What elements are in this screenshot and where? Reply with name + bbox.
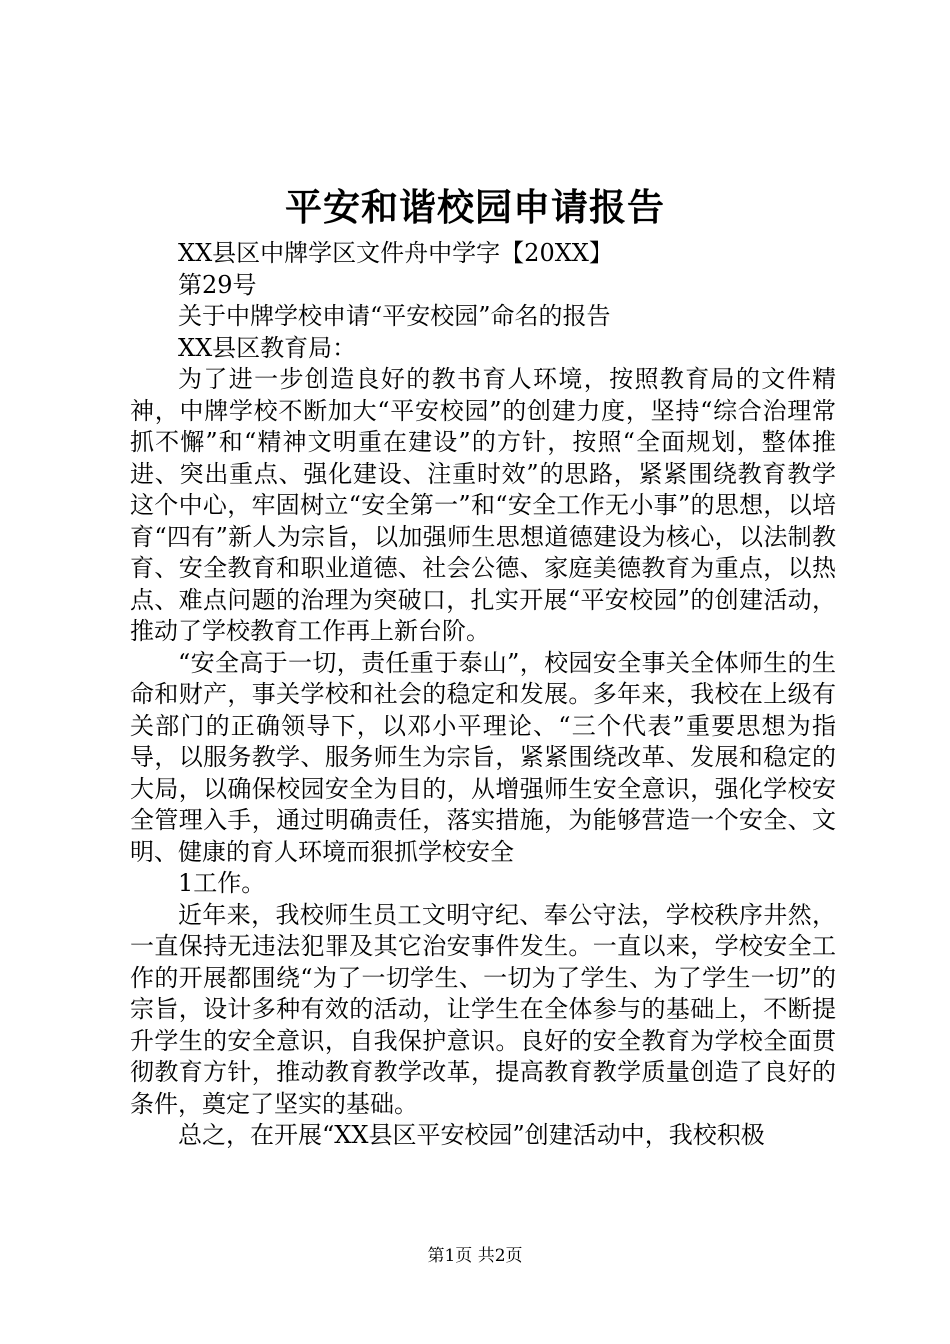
document-body [130, 238, 836, 1152]
paragraph-2: “安全高于一切，责任重于泰山”，校园安全事关全体师生的生命和财产，事关学校和社会的稳定和发展。多年来，我校在上级有关部门的正确领导下，以邓小平理论、“三个代表”重要思想为指导，以服务教学、服务师生为宗旨，紧紧围绕改革、发展和稳定的大局，以确保校园安全为目的，从增强师生安全意识，强化学校安全管理入手，通过明确责任，落实措施，为能够营造一个安全、文明、健康的育人环境而狠抓学校安全 [130, 648, 836, 866]
page-indicator: 第1页 共2页 [427, 1246, 523, 1266]
paragraph-1: 为了进一步创造良好的教书育人环境，按照教育局的文件精神，中牌学校不断加大“平安校园”的创建力度，坚持“综合治理常抓不懈”和“精神文明重在建设”的方针，按照“全面规划，整体推进、突出重点、强化建设、注重时效”的思路，紧紧围绕教育教学这个中心，牢固树立“安全第一”和“安全工作无小事”的思想，以培育“四有”新人为宗旨，以加强师生思想道德建设为核心，以法制教育、安全教育和职业道德、社会公德、家庭美德教育为重点，以热点、难点问题的治理为突破口，扎实开展“平安校园”的创建活动，推动了学校教育工作再上新台阶。 [130, 365, 836, 645]
addressee: XX县区教育局： [178, 333, 357, 362]
paragraph-3: 近年来，我校师生员工文明守纪、奉公守法，学校秩序井然，一直保持无违法犯罪及其它治安事件发生。一直以来，学校安全工作的开展都围绕“为了一切学生、一切为了学生、为了学生一切”的宗旨，设计多种有效的活动，让学生在全体参与的基础上，不断提升学生的安全意识，自我保护意识。良好的安全教育为学校全面贯彻教育方针，推动教育教学改革，提高教育教学质量创造了良好的条件，奠定了坚实的基础。 [130, 900, 836, 1118]
doc-number-line-1: XX县区中牌学区文件舟中学字【20XX】 [178, 239, 613, 267]
document-title: 平安和谐校园申请报告 [285, 185, 665, 229]
report-subject: 关于中牌学校申请“平安校园”命名的报告 [178, 302, 611, 330]
paragraph-2-continuation: 1工作。 [178, 869, 266, 897]
paragraph-4: 总之，在开展“XX县区平安校园”创建活动中，我校积极 [178, 1121, 765, 1149]
doc-number-line-2: 第29号 [178, 270, 257, 299]
